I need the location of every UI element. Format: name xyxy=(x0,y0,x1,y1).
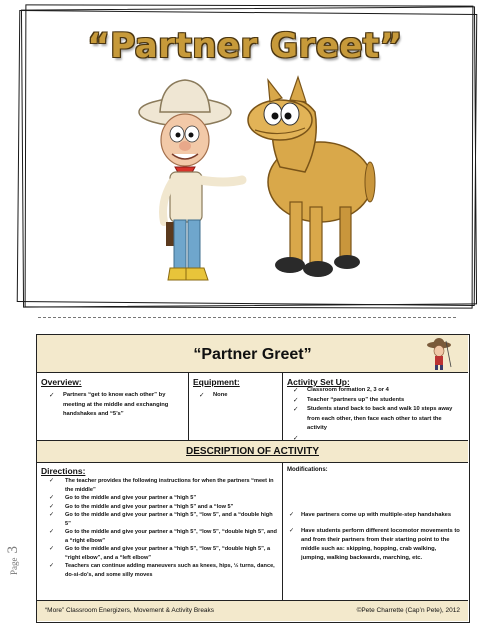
list-item: ✓ The teacher provides the following instructions for when the partners “meet in the middle” xyxy=(45,477,278,494)
page-number-value: 3 xyxy=(5,546,21,554)
list-item: ✓ Go to the middle and give your partner a “high 5” and a “low 5” xyxy=(45,503,278,512)
modifications-section xyxy=(283,463,468,600)
card-title: “Partner Greet” xyxy=(193,346,312,363)
list-item: ✓ Go to the middle and give your partner a “high 5”, “low 5”, “double high 5”, a “right elbow”, and a “left elbow” xyxy=(45,545,278,562)
modifications-list xyxy=(283,511,468,563)
equipment-list xyxy=(189,387,282,401)
footer-series-title: “More” Classroom Energizers, Movement & Activity Breaks xyxy=(45,607,215,614)
list-item: ✓ Have students perform different locomotor movements to and from their partners from their starting point to the middle such as: skipping, hopping, crab walking, jumping, walking backwards, marching, etc. xyxy=(289,527,462,563)
horse-figure xyxy=(248,77,375,277)
equipment-section xyxy=(189,373,283,440)
list-item: ✓ Have partners come up with multiple-step handshakes xyxy=(289,511,462,520)
cowboy-and-horse-illustration xyxy=(130,72,380,297)
cowboy-logo-icon xyxy=(424,337,456,371)
list-item: ✓ Teacher “partners up” the students xyxy=(293,396,462,406)
directions-heading: Directions: xyxy=(41,466,86,476)
overview-list xyxy=(37,387,188,420)
activity-card xyxy=(36,334,470,623)
list-item: ✓ None xyxy=(199,391,276,401)
cover-title: “Partner Greet” xyxy=(87,26,403,66)
list-item: ✓ Go to the middle and give your partner a “high 5”, “low 5”, and a “double high 5” xyxy=(45,511,278,528)
list-item: ✓ Go to the middle and give your partner a “high 5”, “low 5”, “double high 5”, and a “right elbow” xyxy=(45,528,278,545)
description-title: DESCRIPTION OF ACTIVITY xyxy=(186,446,319,457)
overview-section xyxy=(37,373,189,440)
cowboy-figure xyxy=(139,80,242,280)
card-footer xyxy=(37,601,468,621)
list-item: ✓ Teachers can continue adding maneuvers such as knees, hips, ½ turns, dance, do-si-do’s, and some silly moves xyxy=(45,562,278,579)
equipment-heading: Equipment: xyxy=(193,377,240,387)
setup-section xyxy=(283,373,468,440)
list-item: ✓ Partners “get to know each other” by meeting at the middle and exchanging handshakes and “5’s” xyxy=(47,391,182,420)
card-title-bar xyxy=(37,335,468,373)
setup-list xyxy=(283,385,468,434)
details-row xyxy=(37,463,468,601)
directions-list xyxy=(37,476,282,579)
list-item: ✓ Students stand back to back and walk 10 steps away from each other, then face each other to start the activity xyxy=(293,405,462,434)
directions-section xyxy=(37,463,283,600)
setup-heading: Activity Set Up: xyxy=(287,377,350,387)
info-row xyxy=(37,373,468,441)
overview-heading: Overview: xyxy=(41,377,82,387)
description-bar xyxy=(37,441,468,463)
list-item: ✓ Classroom formation 2, 3 or 4 xyxy=(293,386,462,396)
modifications-heading: Modifications: xyxy=(287,467,328,473)
list-item: ✓ Go to the middle and give your partner a “high 5” xyxy=(45,494,278,503)
page-number xyxy=(4,546,22,575)
footer-copyright: ©Pete Charrette (Cap’n Pete), 2012 xyxy=(356,607,460,614)
page-word: Page xyxy=(9,557,19,575)
divider-line xyxy=(38,317,456,318)
